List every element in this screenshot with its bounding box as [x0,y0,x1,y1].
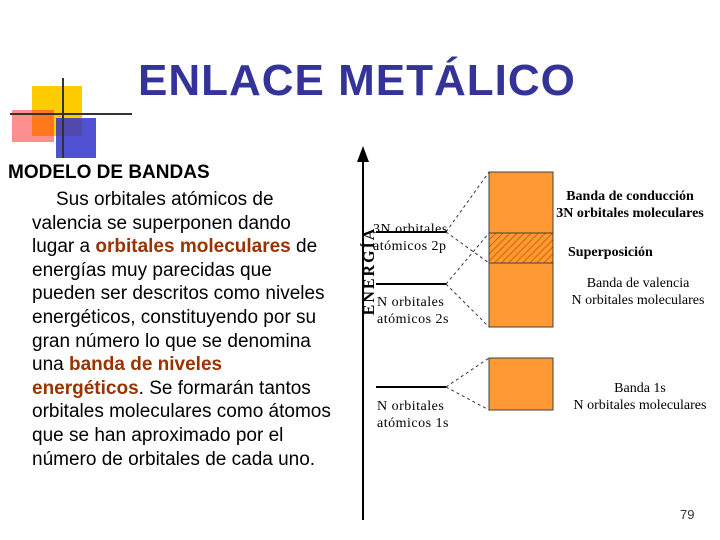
page-title: ENLACE METÁLICO [138,56,576,105]
connector-2p-top [446,172,489,232]
label-2s [377,294,449,328]
conduction-band [489,172,553,233]
section-subtitle: MODELO DE BANDAS [8,162,210,183]
label-1s-band-line1: Banda 1s [614,381,666,396]
energy-axis-arrowhead [357,146,369,162]
body-text-part-1: Sus orbitales atómicos de valencia se superponen dando lugar a [32,189,291,258]
body-text-part-2: de energías muy parecidas que pueden ser descritos como niveles energéticos, constituyendo por su gran número lo que se denomina una [32,236,325,376]
valence-band [489,263,553,327]
connector-1s-bottom [446,387,489,410]
page-number: 79 [680,507,695,522]
label-1s [377,398,449,432]
dashed-connectors [446,172,489,410]
label-1s-line1: N orbitales [377,399,445,414]
label-valence-band [558,275,718,309]
band-1s [489,358,553,410]
label-overlap-line1: Superposición [568,245,653,260]
connector-1s-top [446,358,489,387]
label-band-1s [560,380,720,414]
overlap-band [489,233,553,263]
label-valence-line1: Banda de valencia [586,276,690,291]
label-2s-line1: N orbitales [377,295,445,310]
label-1s-band-line2: N orbitales moleculares [573,398,707,413]
connector-2s-bottom [446,284,489,327]
label-2s-line2: atómicos 2s [377,312,449,327]
label-2p-line2: atómicos 2p [373,239,447,254]
label-conduction-line1: Banda de conducción [566,189,694,204]
body-text-part-3: . Se formarán tantos orbitales moleculares como átomos que se han aproximado por el número de orbitales de cada uno. [32,377,331,470]
label-conduction-band [550,188,710,222]
label-conduction-line2: 3N orbitales moleculares [556,206,704,221]
highlight-energy-band: banda de niveles energéticos [32,354,223,399]
label-2p-line1: 3N orbitales [373,222,448,237]
label-1s-line2: atómicos 1s [377,416,449,431]
energy-axis-label: ENERGÍA [361,226,378,316]
label-2p [373,221,448,255]
connector-2p-bottom [446,232,489,263]
highlight-molecular-orbitals: orbitales moleculares [95,236,291,258]
label-overlap [568,244,668,261]
label-valence-line2: N orbitales moleculares [571,293,705,308]
connector-2s-top [446,233,489,284]
